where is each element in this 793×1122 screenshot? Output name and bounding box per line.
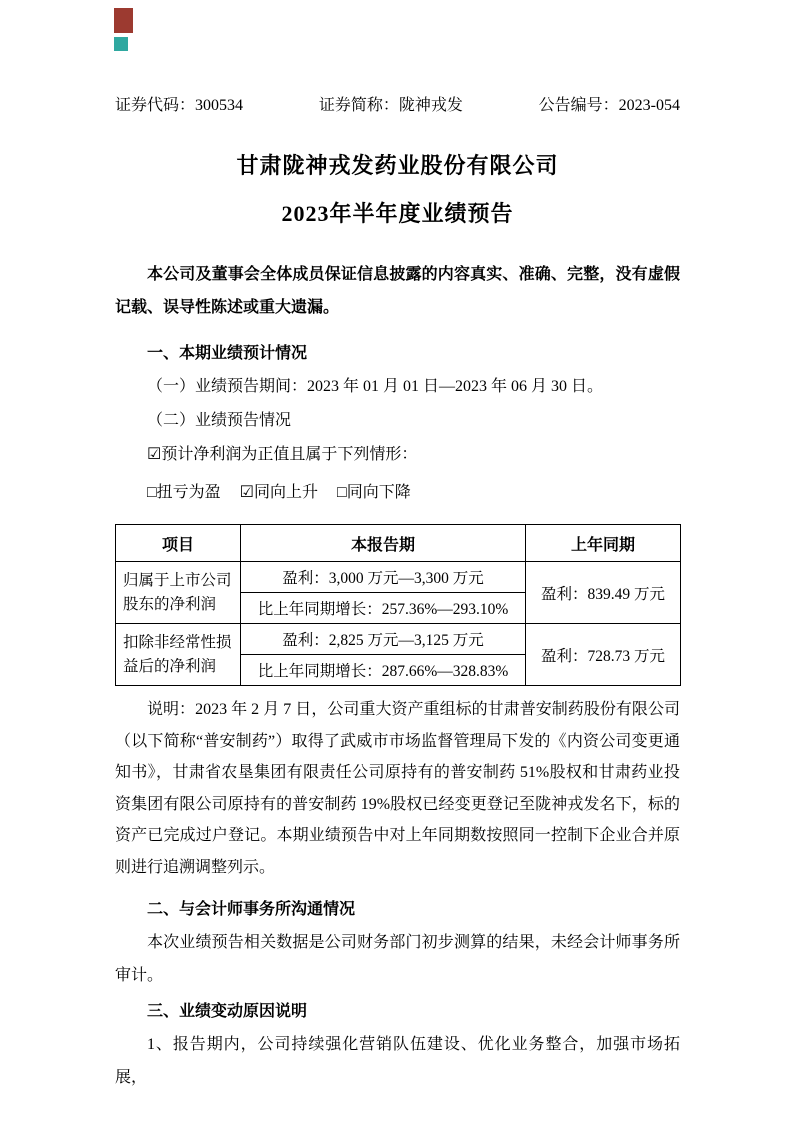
section2-heading: 二、与会计师事务所沟通情况 — [147, 901, 356, 918]
col-header-item: 项目 — [116, 525, 241, 562]
row2-growth-range: 比上年同期增长：287.66%—328.83% — [241, 655, 526, 686]
table-row — [116, 624, 681, 655]
section3-paragraph: 1、报告期内，公司持续强化营销队伍建设、优化业务整合，加强市场拓展， — [115, 1036, 680, 1086]
row2-prior-period-value: 盈利：728.73 万元 — [526, 624, 681, 686]
row1-profit-range: 盈利：3,000 万元—3,300 万元 — [241, 562, 526, 593]
report-subtitle: 2023年半年度业绩预告 — [281, 201, 514, 226]
performance-forecast-table — [115, 524, 681, 686]
checkbox-options-row — [115, 476, 680, 510]
col-header-prior-period: 上年同期 — [526, 525, 681, 562]
forecast-situation-line: （二）业绩预告情况 — [147, 412, 292, 429]
document-content — [115, 96, 680, 1094]
table-explanation-paragraph: 说明：2023 年 2 月 7 日，公司重大资产重组标的甘肃普安制药股份有限公司（以下简称“普安制药”）取得了武威市市场监督管理局下发的《内资公司变更通知书》，甘肃省农垦集团有限责任公司原持有的普安制药 51%股权和甘肃药业投资集团有限公司原持有的普安制药 19%股权已经变更登记至陇神戎发名下，标的资产已完成过户登记。本期业绩预告中对上年同期数按照同一控制下企业合并原则进行追溯调整列示。 — [115, 701, 680, 876]
section2-paragraph: 本次业绩预告相关数据是公司财务部门初步测算的结果，未经会计师事务所审计。 — [115, 934, 680, 984]
option-same-direction-up: ☑同向上升 — [239, 484, 319, 501]
table-row — [116, 562, 681, 593]
company-title: 甘肃陇神戎发药业股份有限公司 — [236, 153, 559, 178]
document-header — [115, 96, 680, 116]
option-turn-to-profit: □扭亏为盈 — [147, 484, 221, 501]
teal-stamp-mark — [114, 37, 128, 51]
row1-prior-period-value: 盈利：839.49 万元 — [526, 562, 681, 624]
section1-heading: 一、本期业绩预计情况 — [147, 345, 308, 362]
row2-profit-range: 盈利：2,825 万元—3,125 万元 — [241, 624, 526, 655]
red-stamp-mark — [114, 8, 133, 33]
row2-item-label: 扣除非经常性损益后的净利润 — [116, 624, 241, 686]
option-same-direction-down: □同向下降 — [337, 484, 411, 501]
row1-growth-range: 比上年同期增长：257.36%—293.10% — [241, 593, 526, 624]
stock-abbr-label: 证券简称：陇神戎发 — [318, 97, 463, 114]
table-header-row — [116, 525, 681, 562]
announcement-number-label: 公告编号：2023-054 — [538, 97, 680, 114]
forecast-period-line: （一）业绩预告期间：2023 年 01 月 01 日—2023 年 06 月 30 日。 — [147, 378, 604, 395]
disclaimer-paragraph: 本公司及董事会全体成员保证信息披露的内容真实、准确、完整，没有虚假记载、误导性陈述或重大遗漏。 — [115, 266, 680, 316]
profit-positive-checkbox-line: ☑预计净利润为正值且属于下列情形： — [147, 446, 418, 463]
stock-code-label: 证券代码：300534 — [115, 97, 244, 114]
row1-item-label: 归属于上市公司股东的净利润 — [116, 562, 241, 624]
section3-heading: 三、业绩变动原因说明 — [147, 1003, 308, 1020]
col-header-current-period: 本报告期 — [241, 525, 526, 562]
